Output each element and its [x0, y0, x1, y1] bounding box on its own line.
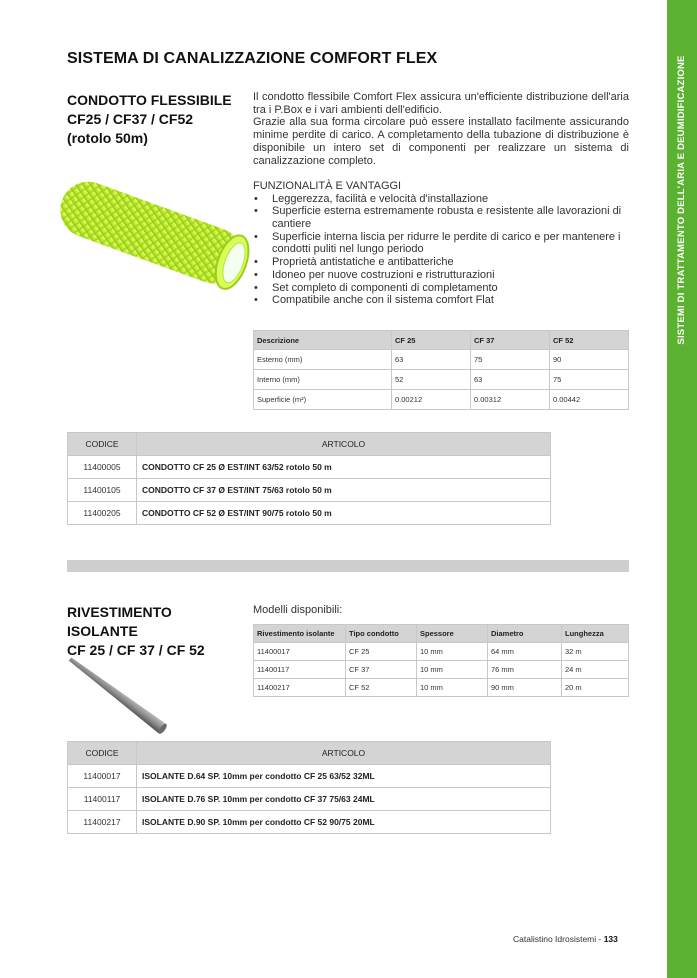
feature-item: • Idoneo per nuove costruzioni e ristrutturazioni [253, 269, 629, 282]
models-row [254, 661, 629, 679]
spec-cell: 0.00442 [550, 390, 629, 410]
spec-cell: 75 [471, 350, 550, 370]
spec-header-cell: CF 25 [392, 331, 471, 350]
article-code: 11400005 [68, 456, 137, 479]
models-cell: 32 m [562, 643, 629, 661]
article-code: 11400217 [68, 811, 137, 834]
spec-cell: Interno (mm) [254, 370, 392, 390]
section-1-title-line: CF25 / CF37 / CF52 [67, 111, 194, 127]
sidebar-category-label: SISTEMI DI TRATTAMENTO DELL'ARIA E DEUMIDIFICAZIONE [676, 55, 687, 345]
spec-table-row [254, 350, 629, 370]
spec-cell: Superficie (m²) [254, 390, 392, 410]
models-row [254, 679, 629, 697]
page-title: SISTEMA DI CANALIZZAZIONE COMFORT FLEX [67, 50, 438, 67]
models-cell: 24 m [562, 661, 629, 679]
article-header-cell: CODICE [68, 433, 137, 456]
article-row [68, 788, 551, 811]
page-number: 133 [603, 934, 618, 944]
article-description: CONDOTTO CF 37 Ø EST/INT 75/63 rotolo 50 m [137, 479, 551, 502]
spec-cell: 0.00312 [471, 390, 550, 410]
models-cell: 64 mm [488, 643, 562, 661]
section-2-title-line: ISOLANTE [67, 623, 138, 639]
models-cell: 11400217 [254, 679, 346, 697]
spec-cell: 90 [550, 350, 629, 370]
feature-item: • Set completo di componenti di completamento [253, 282, 629, 295]
article-row [68, 456, 551, 479]
spec-table-row [254, 370, 629, 390]
page-footer [513, 934, 618, 944]
feature-item: • Superficie esterna estremamente robusta e resistente alle lavorazioni di cantiere [253, 205, 629, 230]
models-cell: CF 37 [346, 661, 417, 679]
spec-cell: 75 [550, 370, 629, 390]
feature-item: • Superficie interna liscia per ridurre le perdite di carico e per mantenere i condotti puliti nel lungo periodo [253, 231, 629, 256]
features-title: FUNZIONALITÀ E VANTAGGI [253, 179, 402, 192]
article-table-2 [67, 741, 551, 834]
article-code: 11400117 [68, 788, 137, 811]
article-description: CONDOTTO CF 25 Ø EST/INT 63/52 rotolo 50 m [137, 456, 551, 479]
article-description: ISOLANTE D.90 SP. 10mm per condotto CF 52 90/75 20ML [137, 811, 551, 834]
article-table-header [68, 742, 551, 765]
description-paragraph: Il condotto flessibile Comfort Flex assicura un'efficiente distribuzione dell'aria tra i P.Box e i vari ambienti dell'edificio. [253, 91, 629, 116]
article-header-cell: ARTICOLO [137, 433, 551, 456]
models-table-header [254, 625, 629, 643]
spec-cell: 52 [392, 370, 471, 390]
article-row [68, 811, 551, 834]
models-cell: 90 mm [488, 679, 562, 697]
models-cell: 76 mm [488, 661, 562, 679]
article-row [68, 765, 551, 788]
article-description: ISOLANTE D.76 SP. 10mm per condotto CF 37 75/63 24ML [137, 788, 551, 811]
article-description: CONDOTTO CF 52 Ø EST/INT 90/75 rotolo 50 m [137, 502, 551, 525]
models-cell: 11400117 [254, 661, 346, 679]
article-header-cell: CODICE [68, 742, 137, 765]
models-cell: CF 25 [346, 643, 417, 661]
spec-header-cell: CF 37 [471, 331, 550, 350]
article-description: ISOLANTE D.64 SP. 10mm per condotto CF 25 63/52 32ML [137, 765, 551, 788]
models-cell: 10 mm [417, 661, 488, 679]
spec-cell: 0.00212 [392, 390, 471, 410]
features-list [253, 193, 629, 307]
article-row [68, 502, 551, 525]
models-cell: 11400017 [254, 643, 346, 661]
insulation-sleeve-image [66, 655, 176, 735]
models-header-cell: Tipo condotto [346, 625, 417, 643]
feature-item: • Proprietà antistatiche e antibatteriche [253, 256, 629, 269]
article-table-header [68, 433, 551, 456]
spec-cell: 63 [471, 370, 550, 390]
article-header-cell: ARTICOLO [137, 742, 551, 765]
feature-item: • Leggerezza, facilità e velocità d'installazione [253, 193, 629, 206]
models-cell: 10 mm [417, 643, 488, 661]
section-1-title-line: CONDOTTO FLESSIBILE [67, 92, 232, 108]
description-paragraph: Grazie alla sua forma circolare può essere installato facilmente assicurando minime perdite di carico. A completamento della tubazione di distribuzione è disponibile un intero set di componenti per realizzare un sistema di canalizzazione completo. [253, 116, 629, 167]
section-1-title [67, 91, 237, 148]
models-table [253, 624, 629, 697]
article-code: 11400205 [68, 502, 137, 525]
spec-cell: 63 [392, 350, 471, 370]
spec-table-row [254, 390, 629, 410]
section-1-title-line: (rotolo 50m) [67, 130, 148, 146]
spec-cell: Esterno (mm) [254, 350, 392, 370]
models-cell: 20 m [562, 679, 629, 697]
spec-header-cell: CF 52 [550, 331, 629, 350]
flexible-duct-image [60, 150, 260, 325]
models-cell: 10 mm [417, 679, 488, 697]
models-header-cell: Diametro [488, 625, 562, 643]
article-code: 11400017 [68, 765, 137, 788]
section-2-title-line: CF 25 / CF 37 / CF 52 [67, 642, 205, 658]
article-row [68, 479, 551, 502]
models-header-cell: Rivestimento isolante [254, 625, 346, 643]
footer-text: Catalistino Idrosistemi - [513, 934, 604, 944]
feature-item: • Compatibile anche con il sistema comfort Flat [253, 294, 629, 307]
models-header-cell: Lunghezza [562, 625, 629, 643]
models-cell: CF 52 [346, 679, 417, 697]
section-divider [67, 560, 629, 572]
article-table-1 [67, 432, 551, 525]
spec-table-header [254, 331, 629, 350]
models-row [254, 643, 629, 661]
spec-header-cell: Descrizione [254, 331, 392, 350]
section-1-description [253, 91, 629, 307]
spec-table [253, 330, 629, 410]
article-code: 11400105 [68, 479, 137, 502]
models-header-cell: Spessore [417, 625, 488, 643]
section-2-title-line: RIVESTIMENTO [67, 604, 172, 620]
section-2-title [67, 603, 237, 660]
models-label: Modelli disponibili: [253, 604, 343, 616]
